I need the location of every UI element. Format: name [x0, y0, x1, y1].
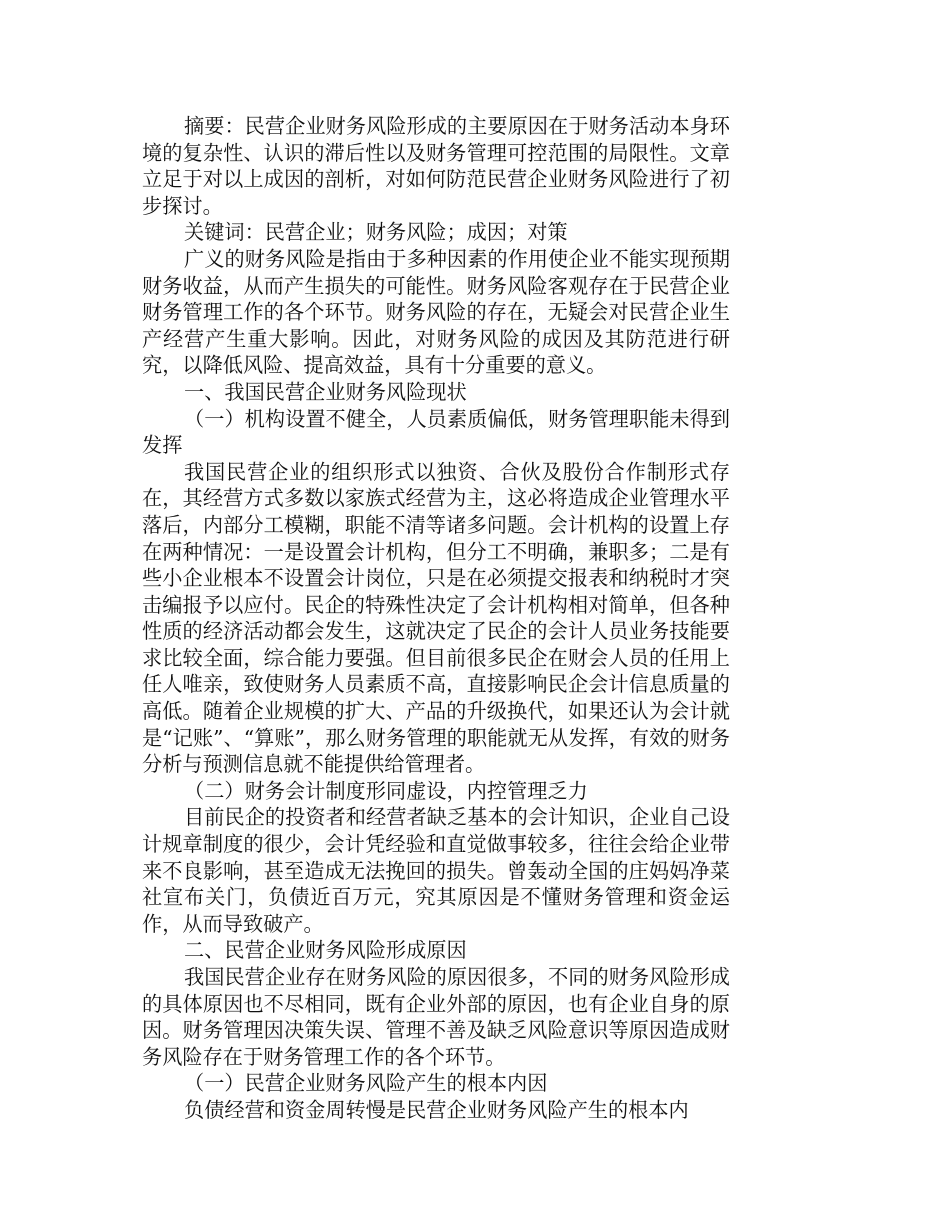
section-1-subheading-2: （二）财务会计制度形同虚设，内控管理乏力: [184, 778, 588, 803]
section-2-subheading-1: （一）民营企业财务风险产生的根本内因: [184, 1071, 548, 1096]
section-2-body: 我国民营企业存在财务风险的原因很多，不同的财务风险形成的具体原因也不尽相同，既有企业外部的原因，也有企业自身的原因。财务管理因决策失误、管理不善及缺乏风险意识等原因造成财务风险存在于财务管理工作的各个环节。: [142, 965, 730, 1069]
intro-paragraph: 广义的财务风险是指由于多种因素的作用使企业不能实现预期财务收益，从而产生损失的可能性。财务风险客观存在于民营企业财务管理工作的各个环节。财务风险的存在，无疑会对民营企业生产经营产生重大影响。因此，对财务风险的成因及其防范进行研究，以降低风险、提高效益，具有十分重要的意义。: [142, 246, 730, 378]
keywords-paragraph: 关键词：民营企业；财务风险；成因；对策: [184, 220, 568, 245]
section-1-subheading-1: （一）机构设置不健全，人员素质偏低，财务管理职能未得到发挥: [142, 406, 730, 458]
document-page: [142, 113, 730, 1124]
section-2-sub-1-body: 负债经营和资金周转慢是民营企业财务风险产生的根本内: [184, 1097, 689, 1122]
section-1-sub-2-body: 目前民企的投资者和经营者缺乏基本的会计知识，企业自己设计规章制度的很少，会计凭经验和直觉做事较多，往往会给企业带来不良影响，甚至造成无法挽回的损失。曾轰动全国的庄妈妈净菜社宣布关门，负债近百万元，究其原因是不懂财务管理和资金运作，从而导致破产。: [142, 805, 730, 936]
section-2-heading: 二、民营企业财务风险形成原因: [184, 938, 467, 963]
section-1-heading: 一、我国民营企业财务风险现状: [184, 379, 467, 404]
abstract-paragraph: 摘要：民营企业财务风险形成的主要原因在于财务活动本身环境的复杂性、认识的滞后性以及财务管理可控范围的局限性。文章立足于对以上成因的剖析，对如何防范民营企业财务风险进行了初步探讨。: [142, 114, 730, 218]
section-1-sub-1-body: 我国民营企业的组织形式以独资、合伙及股份合作制形式存在，其经营方式多数以家族式经营为主，这必将造成企业管理水平落后，内部分工模糊，职能不清等诸多问题。会计机构的设置上存在两种情况：一是设置会计机构，但分工不明确，兼职多；二是有些小企业根本不设置会计岗位，只是在必须提交报表和纳税时才突击编报予以应付。民企的特殊性决定了会计机构相对简单，但各种性质的经济活动都会发生，这就决定了民企的会计人员业务技能要求比较全面，综合能力要强。但目前很多民企在财会人员的任用上任人唯亲，致使财务人员素质不高，直接影响民企会计信息质量的高低。随着企业规模的扩大、产品的升级换代，如果还认为会计就是“记账”、“算账”，那么财务管理的职能就无从发挥，有效的财务分析与预测信息就不能提供给管理者。: [142, 459, 730, 777]
